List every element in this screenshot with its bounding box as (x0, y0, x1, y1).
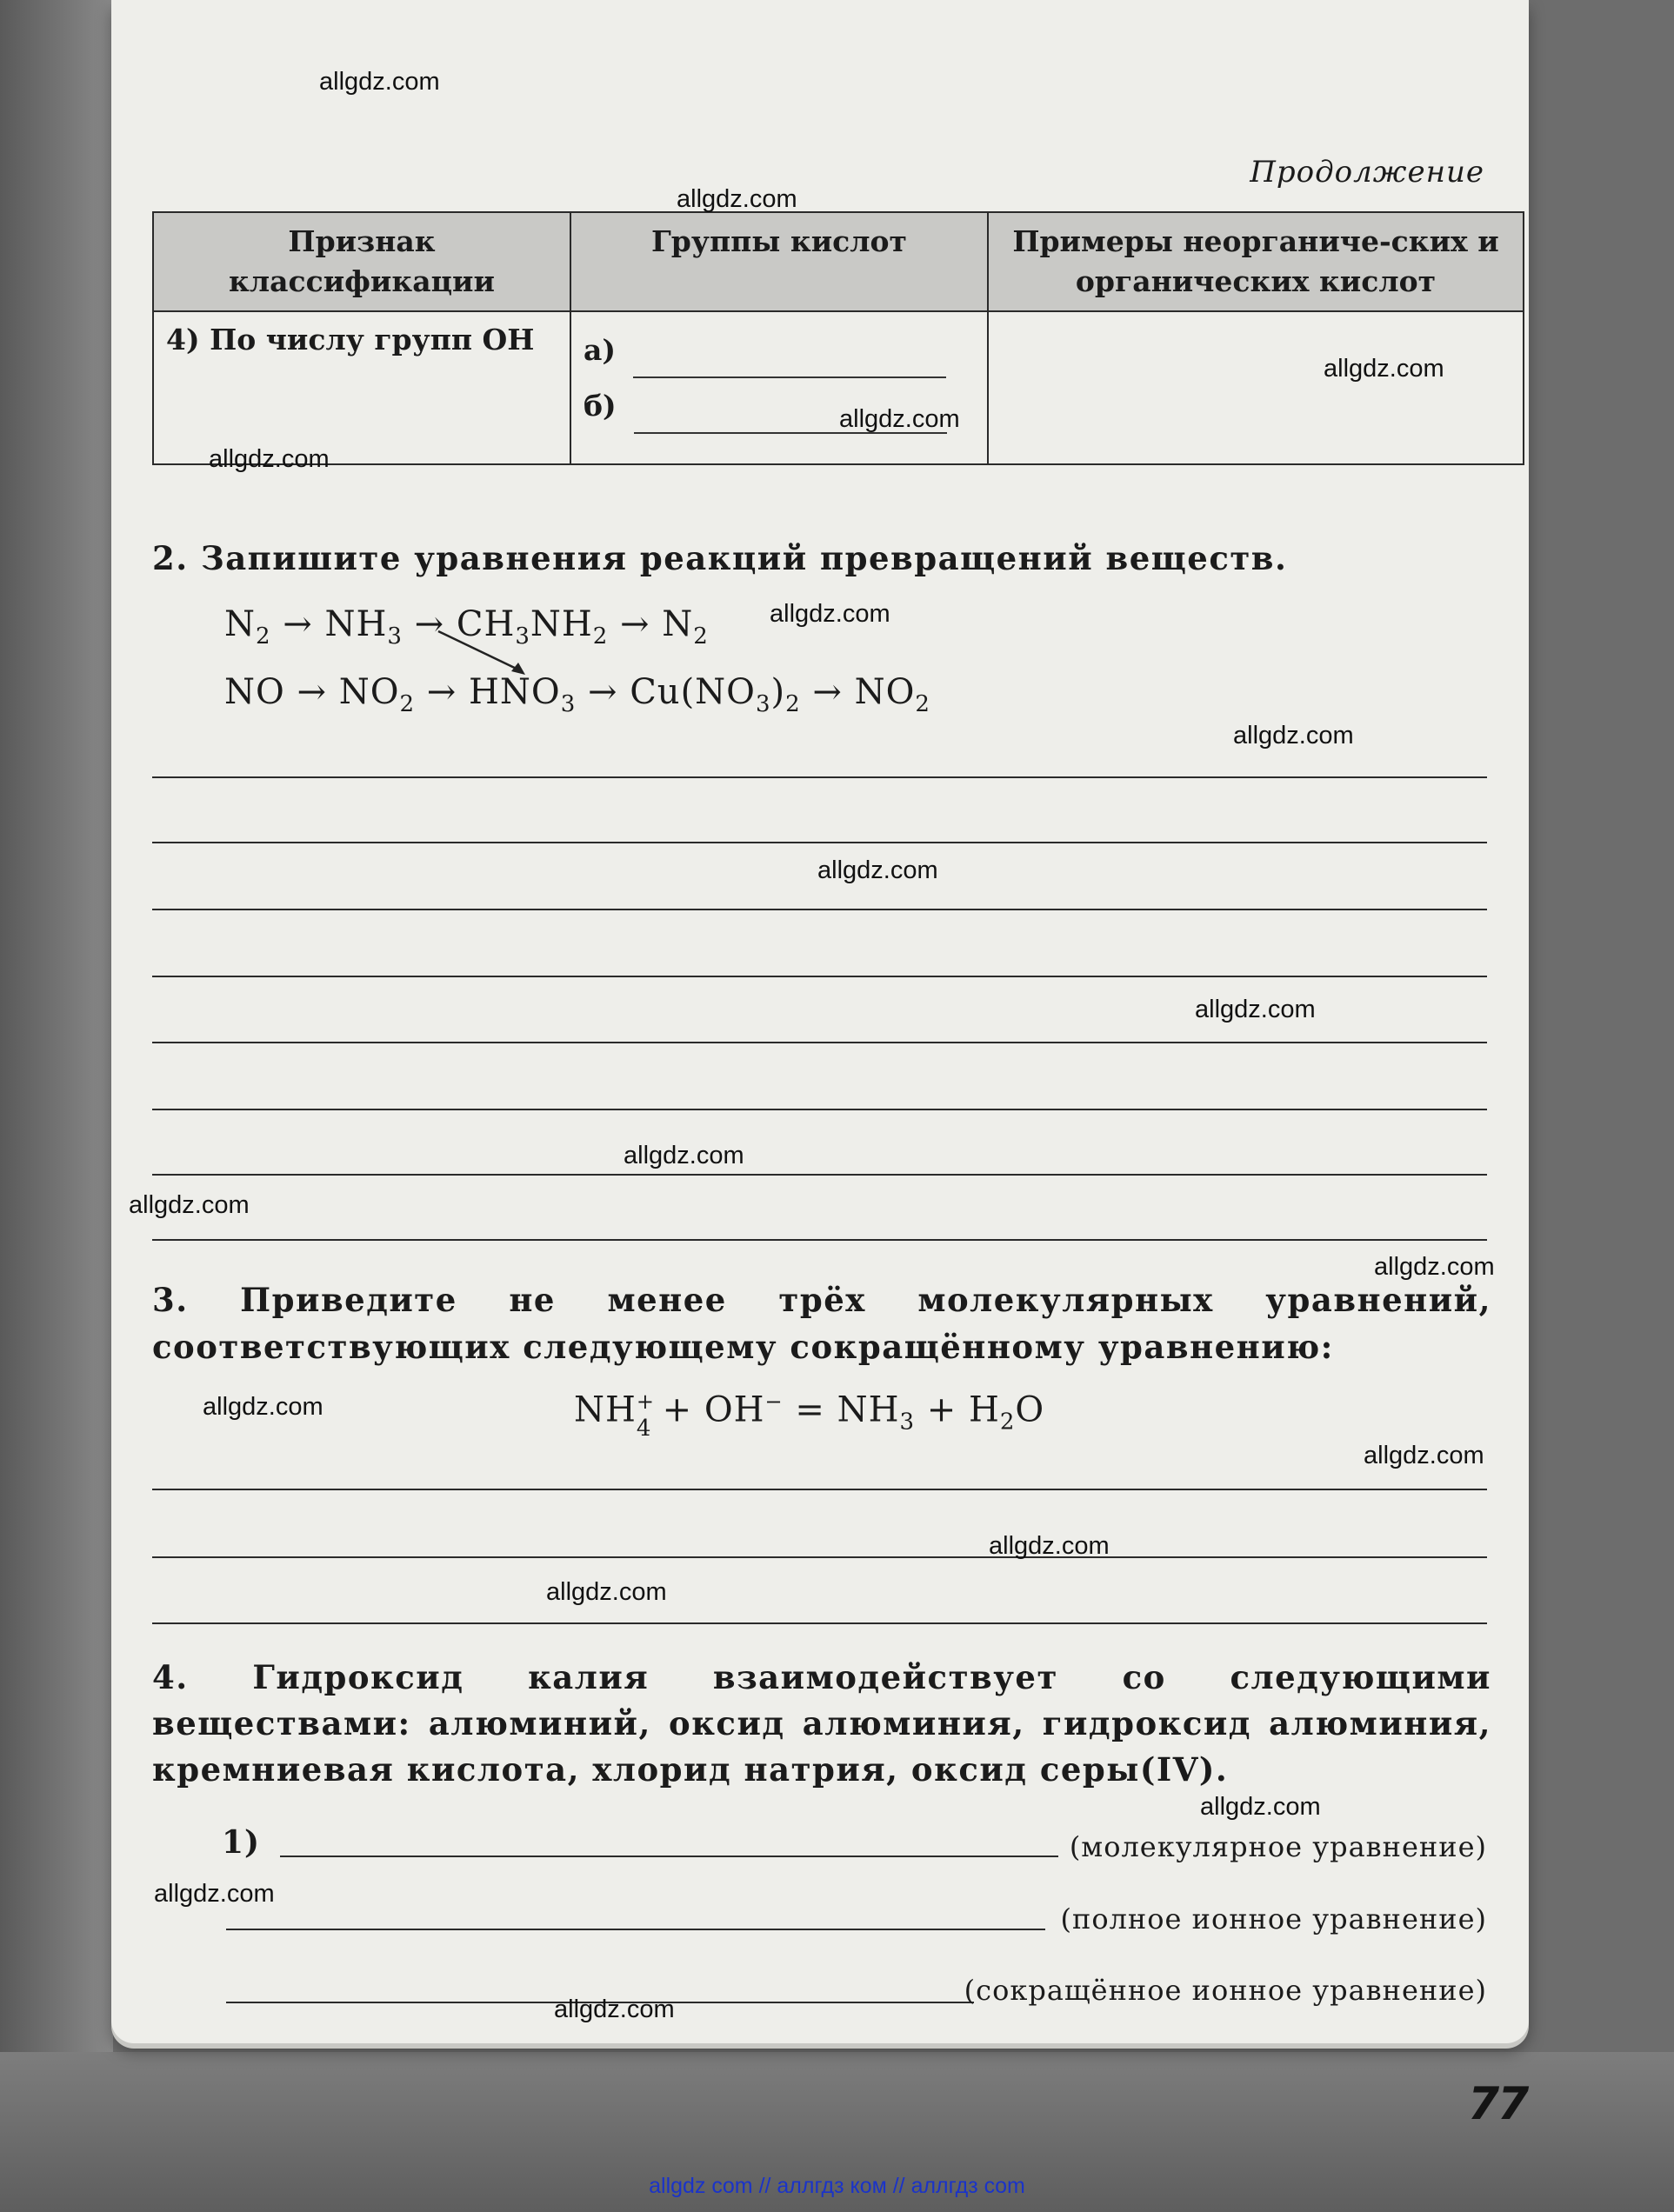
answer-line[interactable] (152, 1239, 1487, 1241)
watermark: allgdz.com (1374, 1253, 1495, 1281)
table-cell-criterion: 4) По числу групп ОН (153, 311, 570, 464)
watermark: allgdz.com (817, 856, 938, 884)
chain2-sub: 3 (755, 691, 771, 717)
table-cell-groups (570, 311, 988, 464)
watermark: allgdz.com (554, 1995, 675, 2023)
chain1-part: → NH (270, 604, 388, 644)
classification-table (152, 211, 1524, 465)
continuation-label: Продолжение (1250, 155, 1484, 190)
page-number: 77 (1468, 2078, 1528, 2130)
task-4-text: 4. Гидроксид калия взаимодействует со следующими веществами: алюминий, оксид алюминия, гидроксид алюминия, кремниевая кислота, хлорид натрия, оксид серы(IV). (152, 1658, 1491, 1789)
chain1-sub: 2 (592, 623, 609, 650)
chain2-part: → NO (800, 672, 916, 712)
eq-sub: 2 (999, 1409, 1016, 1436)
chain2-part: ) (770, 672, 786, 712)
table-header-groups: Группы кислот (570, 212, 988, 311)
item-number: 1) (222, 1824, 261, 1861)
chain1-sub: 3 (515, 623, 530, 650)
watermark: allgdz.com (154, 1880, 275, 1908)
chain1-part: → N (608, 604, 694, 644)
table-header-criterion: Признак классификации (153, 212, 570, 311)
watermark: allgdz.com (209, 445, 330, 473)
watermark: allgdz.com (989, 1532, 1110, 1560)
eq-sub: 4 (636, 1416, 652, 1442)
group-a-answer-line[interactable] (633, 350, 946, 378)
full-ionic-equation-blank[interactable] (226, 1902, 1045, 1930)
eq-part: + OH (650, 1389, 765, 1430)
watermark: allgdz.com (546, 1578, 667, 1606)
chain2-part: → Cu(NO (576, 672, 756, 712)
table-row (153, 311, 1524, 464)
task-3-text: 3. Приведите не менее трёх молекулярных уравнений, соответствующих следующему сокращённому уравнению: (152, 1281, 1491, 1366)
chain1-part: N (224, 604, 256, 644)
answer-line[interactable] (152, 909, 1487, 910)
group-b-label: б) (584, 389, 617, 423)
answer-line[interactable] (152, 1042, 1487, 1043)
chain1-sub: 3 (387, 623, 403, 650)
watermark: allgdz.com (1364, 1442, 1484, 1469)
watermark: allgdz.com (624, 1142, 744, 1169)
watermark: allgdz.com (770, 600, 890, 628)
chain2-sub: 2 (399, 691, 416, 717)
table-header-examples: Примеры неорганиче-ских и органических кислот (988, 212, 1524, 311)
label-short-ionic: (сокращённое ионное уравнение) (964, 1974, 1487, 2007)
answer-line[interactable] (152, 1556, 1487, 1558)
chain1-part: NH (530, 604, 593, 644)
watermark: allgdz.com (203, 1393, 323, 1421)
eq-sub: 3 (899, 1409, 915, 1436)
table-cell-examples[interactable] (988, 311, 1524, 464)
watermark: allgdz.com (677, 185, 797, 213)
answer-line[interactable] (152, 1489, 1487, 1490)
molecular-equation-blank[interactable] (280, 1829, 1058, 1857)
watermark: allgdz.com (129, 1191, 250, 1219)
chain2-sub: 2 (915, 691, 930, 717)
label-full-ionic: (полное ионное уравнение) (1060, 1902, 1487, 1936)
watermark: allgdz.com (319, 68, 440, 96)
answer-line[interactable] (152, 1622, 1487, 1624)
answer-line[interactable] (152, 976, 1487, 977)
chain2-part: NO → NO (224, 672, 400, 712)
eq-part: O (1015, 1389, 1045, 1430)
chain1-sub: 2 (256, 623, 271, 650)
eq-sup: − (764, 1389, 784, 1414)
chain-2 (224, 672, 930, 717)
chain1-part: → CH (402, 604, 516, 644)
watermark: allgdz.com (839, 405, 960, 433)
answer-line[interactable] (152, 1174, 1487, 1176)
answer-line[interactable] (152, 1109, 1487, 1110)
group-a-row (584, 323, 975, 378)
eq-part: + H (915, 1389, 1000, 1430)
answer-line[interactable] (152, 776, 1487, 778)
watermark: allgdz.com (1324, 355, 1444, 383)
eq-part: = NH (783, 1389, 900, 1430)
watermark: allgdz.com (1200, 1793, 1321, 1821)
chain1-sub: 2 (693, 623, 709, 650)
label-molecular: (молекулярное уравнение) (1069, 1830, 1487, 1863)
chain2-sub: 3 (560, 691, 577, 717)
chain2-sub: 2 (785, 691, 801, 717)
answer-line[interactable] (152, 842, 1487, 843)
footer-watermark[interactable]: allgdz com // аллгдз ком // аллгдз com (649, 2174, 1025, 2198)
background-left (0, 0, 113, 2212)
eq-part: NH (574, 1389, 637, 1430)
eq-charge-wrap (636, 1389, 655, 1442)
eq-sup: + (636, 1389, 655, 1415)
task-2-text: 2. Запишите уравнения реакций превращений веществ. (152, 539, 1288, 577)
group-a-label: а) (584, 333, 616, 367)
chain2-part: → HNO (415, 672, 561, 712)
watermark: allgdz.com (1195, 996, 1316, 1023)
short-ionic-equation (574, 1389, 1045, 1442)
table-header-row (153, 212, 1524, 311)
watermark: allgdz.com (1233, 722, 1354, 750)
